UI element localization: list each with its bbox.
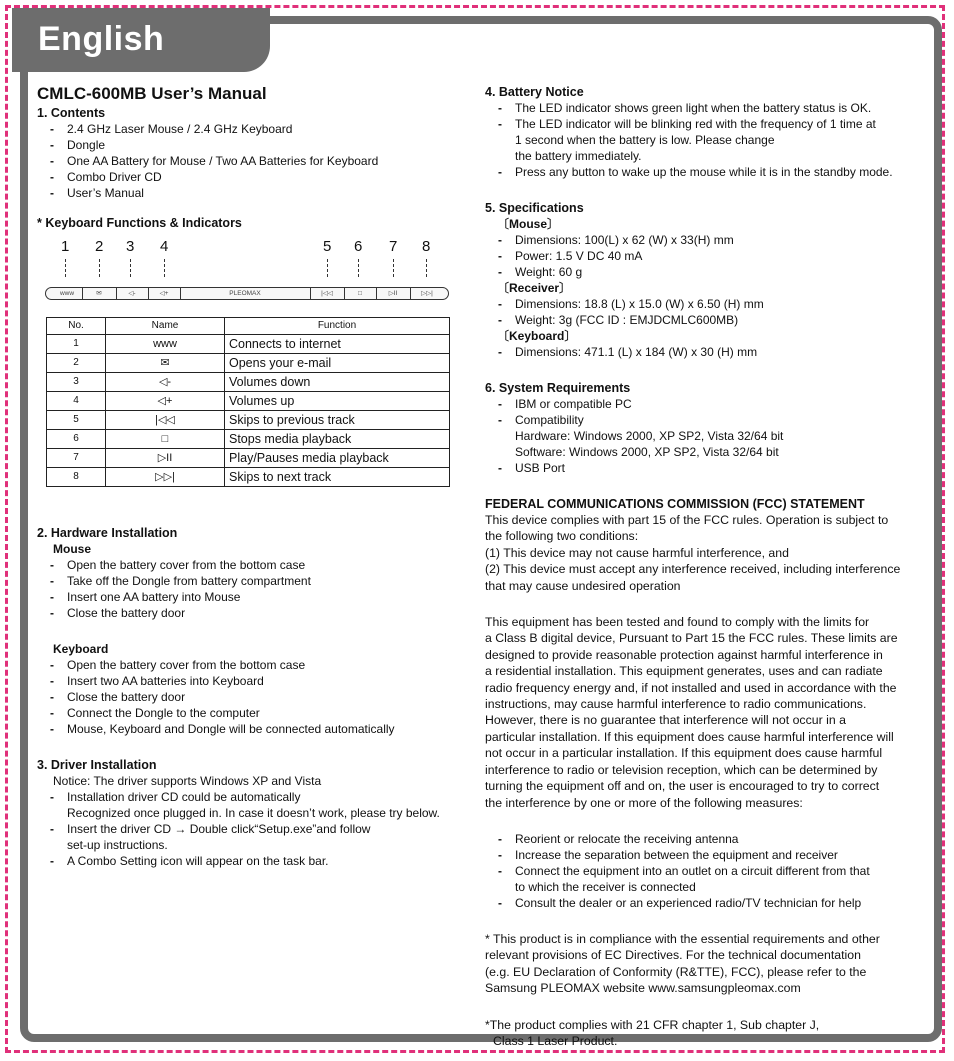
table-row xyxy=(47,430,450,449)
table-row xyxy=(47,373,450,392)
mouse-subheading: Mouse xyxy=(53,542,92,556)
keyboard-functions-heading: * Keyboard Functions & Indicators xyxy=(37,216,242,230)
fcc-body xyxy=(485,614,925,811)
table-row xyxy=(47,468,450,487)
list-item: - Open the battery cover from the bottom case xyxy=(37,557,467,573)
table-header-row xyxy=(47,318,450,335)
text-line: the following two conditions: xyxy=(485,529,639,544)
text-line: designed to provide reasonable protection against harmful interference in xyxy=(485,647,883,662)
contents-heading: 1. Contents xyxy=(37,106,106,120)
list-item: - 2.4 GHz Laser Mouse / 2.4 GHz Keyboard xyxy=(37,121,467,137)
text-line: * This product is in compliance with the essential requirements and other xyxy=(485,931,880,946)
key-number: 5 xyxy=(323,238,332,255)
previous-track-key-icon: |◁◁ xyxy=(310,288,345,299)
list-item: - Press any button to wake up the mouse while it is in the standby mode. xyxy=(485,164,925,180)
key-number: 6 xyxy=(354,238,363,255)
function-text: Skips to previous track xyxy=(225,411,450,430)
table-row xyxy=(47,354,450,373)
language-label: English xyxy=(38,20,165,58)
row-number: 1 xyxy=(47,335,106,354)
list-item: - Combo Driver CD xyxy=(37,169,467,185)
volume-up-icon: ◁+ xyxy=(106,392,225,411)
mail-key-icon: ✉ xyxy=(82,288,117,299)
list-item: - Dimensions: 18.8 (L) x 15.0 (W) x 6.50 (H) mm xyxy=(485,296,925,312)
ec-compliance-note xyxy=(485,931,925,997)
column-header: Function xyxy=(225,318,450,335)
list-item-continuation: Recognized once plugged in. In case it doesn’t work, please try below. xyxy=(67,806,440,820)
key-number: 7 xyxy=(389,238,398,255)
text-line: Class 1 Laser Product. xyxy=(493,1033,618,1048)
function-text: Volumes up xyxy=(225,392,450,411)
row-number: 6 xyxy=(47,430,106,449)
volume-down-icon: ◁- xyxy=(106,373,225,392)
mouse-spec-label: 〔Mouse〕 xyxy=(497,217,560,231)
pleomax-logo: PLEOMAX xyxy=(180,288,311,299)
list-item: - Insert two AA batteries into Keyboard xyxy=(37,673,467,689)
key-number: 8 xyxy=(422,238,431,255)
function-text: Play/Pauses media playback xyxy=(225,449,450,468)
list-item: - IBM or compatible PC xyxy=(485,396,925,412)
list-item: - Dimensions: 471.1 (L) x 184 (W) x 30 (H) mm xyxy=(485,344,925,360)
text-line: Samsung PLEOMAX website www.samsungpleomax.com xyxy=(485,981,801,996)
receiver-spec-label: 〔Receiver〕 xyxy=(497,281,572,295)
key-number: 4 xyxy=(160,238,169,255)
list-item: - The LED indicator will be blinking red with the frequency of 1 time at xyxy=(485,116,925,132)
list-item: - Power: 1.5 V DC 40 mA xyxy=(485,248,925,264)
battery-list xyxy=(485,100,925,132)
text-line: not occur in a particular installation. If this equipment does cause harmful xyxy=(485,746,883,761)
list-item: - Increase the separation between the equipment and receiver xyxy=(485,847,925,863)
text-line: the interference by one or more of the following measures: xyxy=(485,795,803,810)
table-row xyxy=(47,392,450,411)
fcc-heading: FEDERAL COMMUNICATIONS COMMISSION (FCC) STATEMENT xyxy=(485,497,865,511)
play-pause-key-icon: ▷II xyxy=(376,288,411,299)
battery-heading: 4. Battery Notice xyxy=(485,85,584,99)
keyboard-diagram xyxy=(37,231,467,317)
mail-icon: ✉ xyxy=(106,354,225,373)
list-item: - Connect the equipment into an outlet on a circuit different from that xyxy=(485,863,925,879)
right-column xyxy=(485,84,925,1049)
requirements-heading: 6. System Requirements xyxy=(485,381,631,395)
key-number: 3 xyxy=(126,238,135,255)
keyboard-functions-table xyxy=(46,317,450,487)
list-item: - Dongle xyxy=(37,137,467,153)
function-text: Skips to next track xyxy=(225,468,450,487)
list-item: - Close the battery door xyxy=(37,605,467,621)
row-number: 3 xyxy=(47,373,106,392)
list-item-continuation: 1 second when the battery is low. Please change xyxy=(515,133,775,147)
requirements-list xyxy=(485,396,925,428)
www-icon: www xyxy=(106,335,225,354)
keyboard-steps xyxy=(37,657,467,737)
list-item: - Take off the Dongle from battery compartment xyxy=(37,573,467,589)
list-item: - USB Port xyxy=(485,460,925,476)
previous-track-icon: |◁◁ xyxy=(106,411,225,430)
column-header: No. xyxy=(47,318,106,335)
text-line: (1) This device may not cause harmful interference, and xyxy=(485,545,789,560)
row-number: 5 xyxy=(47,411,106,430)
text-line: turning the equipment off and on, the user is encouraged to try to correct xyxy=(485,779,880,794)
keyboard-subheading: Keyboard xyxy=(53,642,109,656)
list-item-continuation: to which the receiver is connected xyxy=(515,879,696,894)
key-number: 1 xyxy=(61,238,70,255)
text-line: interference to radio or television reception, which can be determined by xyxy=(485,762,878,777)
stop-icon: □ xyxy=(106,430,225,449)
key-number: 2 xyxy=(95,238,104,255)
text-line: (e.g. EU Declaration of Conformity (R&TTE), FCC), please refer to the xyxy=(485,964,867,979)
table-row xyxy=(47,335,450,354)
hardware-heading: 2. Hardware Installation xyxy=(37,526,178,540)
hardware-compat: Hardware: Windows 2000, XP SP2, Vista 32/64 bit xyxy=(515,429,784,443)
list-item: - Weight: 60 g xyxy=(485,264,925,280)
keyboard-spec-list xyxy=(485,344,925,360)
list-item: - The LED indicator shows green light when the battery status is OK. xyxy=(485,100,925,116)
mouse-spec-list xyxy=(485,232,925,280)
list-item: - Reorient or relocate the receiving antenna xyxy=(485,831,925,847)
list-item: - A Combo Setting icon will appear on the task bar. xyxy=(37,853,467,869)
list-item: - Consult the dealer or an experienced radio/TV technician for help xyxy=(485,895,925,911)
language-tab xyxy=(12,8,270,72)
fcc-intro xyxy=(485,512,925,594)
text-line: particular installation. If this equipment does cause harmful interference will xyxy=(485,729,894,744)
row-number: 8 xyxy=(47,468,106,487)
driver-steps-2 xyxy=(37,821,467,837)
list-item-continuation: the battery immediately. xyxy=(515,149,642,163)
requirements-list-2 xyxy=(485,460,925,476)
row-number: 7 xyxy=(47,449,106,468)
list-item: - One AA Battery for Mouse / Two AA Batteries for Keyboard xyxy=(37,153,467,169)
driver-heading: 3. Driver Installation xyxy=(37,758,157,772)
text-line: *The product complies with 21 CFR chapter 1, Sub chapter J, xyxy=(485,1017,820,1032)
text-line: that may cause undesired operation xyxy=(485,578,681,593)
function-text: Connects to internet xyxy=(225,335,450,354)
function-text: Volumes down xyxy=(225,373,450,392)
text-line: This device complies with part 15 of the FCC rules. Operation is subject to xyxy=(485,513,889,527)
stop-key-icon: □ xyxy=(344,288,377,299)
fcc-measures xyxy=(485,831,925,879)
row-number: 2 xyxy=(47,354,106,373)
manual-title: CMLC-600MB User’s Manual xyxy=(37,84,267,103)
next-track-icon: ▷▷| xyxy=(106,468,225,487)
list-item: - Close the battery door xyxy=(37,689,467,705)
list-item: - Compatibility xyxy=(485,412,925,428)
volume-down-key-icon: ◁- xyxy=(116,288,149,299)
play-pause-icon: ▷II xyxy=(106,449,225,468)
software-compat: Software: Windows 2000, XP SP2, Vista 32/64 bit xyxy=(515,445,779,459)
list-item: - Mouse, Keyboard and Dongle will be connected automatically xyxy=(37,721,467,737)
contents-list xyxy=(37,121,467,201)
list-item: - User’s Manual xyxy=(37,185,467,201)
text-line: instructions, may cause harmful interference to radio communications. xyxy=(485,697,867,712)
table-row xyxy=(47,411,450,430)
text-line: a residential installation. This equipment generates, uses and can radiate xyxy=(485,664,883,679)
text-line: relevant provisions of EC Directives. For the technical documentation xyxy=(485,948,861,963)
specs-heading: 5. Specifications xyxy=(485,201,584,215)
text-line: a Class B digital device, Pursuant to Part 15 the FCC rules. These limits are xyxy=(485,631,898,646)
list-item: - Dimensions: 100(L) x 62 (W) x 33(H) mm xyxy=(485,232,925,248)
function-text: Stops media playback xyxy=(225,430,450,449)
keyboard-key-strip xyxy=(45,287,449,300)
driver-notice: Notice: The driver supports Windows XP and Vista xyxy=(53,774,322,788)
receiver-spec-list xyxy=(485,296,925,328)
www-key-icon: www xyxy=(52,288,83,299)
driver-steps-3 xyxy=(37,853,467,869)
cfr-laser-note xyxy=(485,1017,925,1050)
column-header: Name xyxy=(106,318,225,335)
volume-up-key-icon: ◁+ xyxy=(148,288,181,299)
driver-steps xyxy=(37,789,467,805)
list-item-continuation: set-up instructions. xyxy=(67,838,168,852)
battery-list-2 xyxy=(485,164,925,180)
function-text: Opens your e-mail xyxy=(225,354,450,373)
next-track-key-icon: ▷▷| xyxy=(421,290,433,297)
left-column xyxy=(37,84,467,869)
text-line: This equipment has been tested and found to comply with the limits for xyxy=(485,615,870,630)
list-item: - Insert the driver CD → Double click“Setup.exe”and follow xyxy=(37,821,467,837)
list-item: - Weight: 3g (FCC ID : EMJDCMLC600MB) xyxy=(485,312,925,328)
text-line: radio frequency energy and, if not installed and used in accordance with the xyxy=(485,680,897,695)
text-line: (2) This device must accept any interference received, including interference xyxy=(485,562,901,577)
row-number: 4 xyxy=(47,392,106,411)
list-item: - Insert one AA battery into Mouse xyxy=(37,589,467,605)
list-item: - Installation driver CD could be automatically xyxy=(37,789,467,805)
fcc-measures-2 xyxy=(485,895,925,911)
keyboard-spec-label: 〔Keyboard〕 xyxy=(497,329,577,343)
list-item: - Open the battery cover from the bottom case xyxy=(37,657,467,673)
list-item: - Connect the Dongle to the computer xyxy=(37,705,467,721)
table-row xyxy=(47,449,450,468)
text-line: However, there is no guarantee that interference will not occur in a xyxy=(485,713,846,728)
mouse-steps xyxy=(37,557,467,621)
